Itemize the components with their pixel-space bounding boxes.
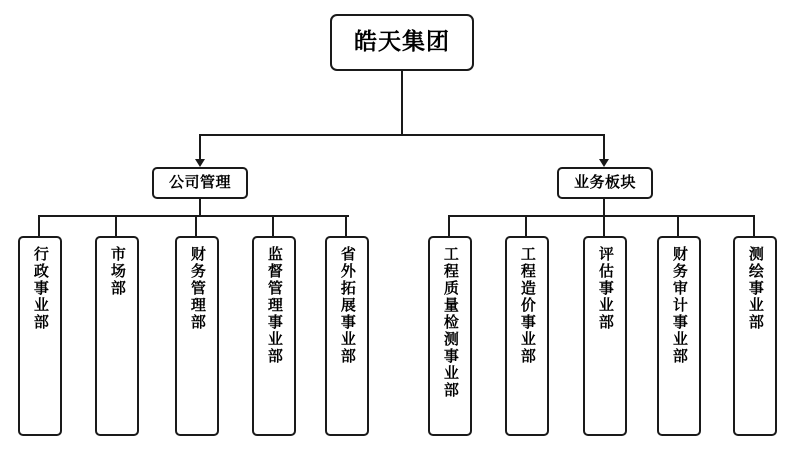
- node-leaf-out-of-province-expansion[interactable]: [325, 236, 369, 436]
- connector-branch2-child-4: [677, 215, 679, 236]
- node-leaf-engineering-quality-testing[interactable]: [428, 236, 472, 436]
- connector-root-stem: [401, 71, 403, 135]
- node-branch-business-segment[interactable]: [557, 167, 653, 199]
- node-leaf-finance-management-label: 财务管理部: [188, 246, 207, 331]
- connector-branch1-stem: [199, 134, 201, 159]
- node-leaf-surveying-mapping[interactable]: [733, 236, 777, 436]
- node-branch-business-segment-label: 业务板块: [573, 173, 636, 192]
- connector-branch1-child-3: [195, 215, 197, 236]
- node-leaf-marketing-label: 市场部: [108, 246, 127, 297]
- node-leaf-supervision-management-label: 监督管理事业部: [265, 246, 284, 365]
- connector-branch2-child-3: [603, 215, 605, 236]
- node-branch-company-management[interactable]: [152, 167, 248, 199]
- node-leaf-appraisal[interactable]: [583, 236, 627, 436]
- node-leaf-engineering-cost[interactable]: [505, 236, 549, 436]
- node-root[interactable]: [330, 14, 474, 71]
- node-leaf-administration-label: 行政事业部: [31, 246, 50, 331]
- node-leaf-administration[interactable]: [18, 236, 62, 436]
- connector-branch2-child-5: [753, 215, 755, 236]
- connector-branch1-child-2: [115, 215, 117, 236]
- node-root-label: 皓天集团: [354, 29, 450, 56]
- arrow-branch2: [599, 159, 609, 167]
- connector-branch1-child-4: [272, 215, 274, 236]
- arrow-branch1: [195, 159, 205, 167]
- node-leaf-supervision-management[interactable]: [252, 236, 296, 436]
- node-leaf-marketing[interactable]: [95, 236, 139, 436]
- connector-branch1-bus: [38, 215, 349, 217]
- node-branch-company-management-label: 公司管理: [168, 173, 231, 192]
- connector-branch2-stem: [603, 134, 605, 159]
- node-leaf-engineering-quality-testing-label: 工程质量检测事业部: [441, 246, 460, 399]
- node-leaf-out-of-province-expansion-label: 省外拓展事业部: [338, 246, 357, 365]
- connector-branch2-bus: [448, 215, 755, 217]
- connector-top-bus: [199, 134, 603, 136]
- node-leaf-finance-management[interactable]: [175, 236, 219, 436]
- node-leaf-engineering-cost-label: 工程造价事业部: [518, 246, 537, 365]
- connector-branch1-child-1: [38, 215, 40, 236]
- connector-branch1-child-5: [345, 215, 347, 236]
- node-leaf-financial-audit-label: 财务审计事业部: [670, 246, 689, 365]
- connector-branch2-child-1: [448, 215, 450, 236]
- node-leaf-appraisal-label: 评估事业部: [596, 246, 615, 331]
- node-leaf-financial-audit[interactable]: [657, 236, 701, 436]
- connector-branch2-child-2: [525, 215, 527, 236]
- node-leaf-surveying-mapping-label: 测绘事业部: [746, 246, 765, 331]
